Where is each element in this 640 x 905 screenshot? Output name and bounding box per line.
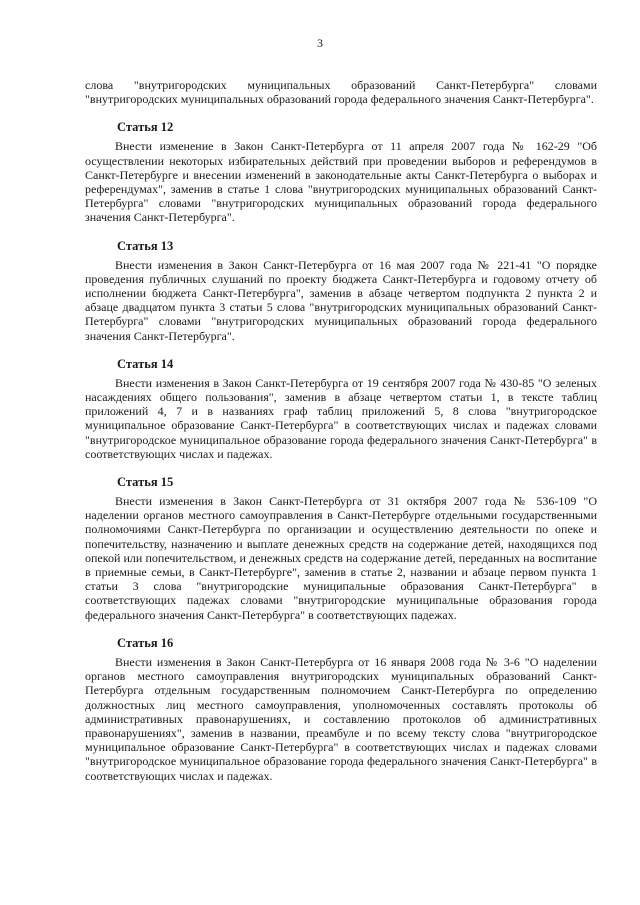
article-text: Внести изменения в Закон Санкт-Петербурга от 16 мая 2007 года № 221-41 "О порядке проведения публичных слушаний по проекту бюджета Санкт-Петербурга и годовому отчету об исполнении бюджета Санкт-Петербурга", заменив в абзаце четвертом подпункта 2 пункта 2 и абзаце двадцатом пункта 3 статьи 5 слова "внутригородских муниципальных образований Санкт-Петербурга" словами "внутригородских муниципальных образований города федерального значения Санкт-Петербурга". <box>85 257 597 343</box>
page-number: 3 <box>317 36 323 50</box>
article-title: Статья 13 <box>117 238 174 253</box>
article-text: Внести изменения в Закон Санкт-Петербурга от 31 октября 2007 года № 536-109 "О наделении органов местного самоуправления в Санкт-Петербурге отдельными государственными полномочиями Санкт-Петербурга по организации и осуществлению деятельности по опеке и попечительству, назначению и выплате денежных средств на содержание детей, находящихся под опекой или попечительством, и денежных средств на содержание детей, переданных на воспитание в приемные семьи, в Санкт-Петербурге", заменив в статье 2, названии и абзаце первом пункта 1 статьи 3 слова "внутригородские муниципальные образования Санкт-Петербурга" в соответствующих падежах словами "внутригородские муниципальные образования города федерального значения Санкт-Петербурга" в соответствующих падежах. <box>85 494 597 622</box>
intro-paragraph: слова "внутригородских муниципальных образований Санкт-Петербурга" словами "внутригородских муниципальных образований города федерального значения Санкт-Петербурга". <box>85 78 597 107</box>
article-title: Статья 16 <box>117 635 174 650</box>
article-title: Статья 15 <box>117 475 174 490</box>
article-16 <box>85 636 597 783</box>
document-body <box>85 78 597 783</box>
article-15 <box>85 475 597 622</box>
article-text: Внести изменение в Закон Санкт-Петербурга от 11 апреля 2007 года № 162-29 "Об осуществлении некоторых избирательных действий при проведении выборов и референдумов в Санкт-Петербурге и внесении изменений в законодательные акты Санкт-Петербурга о выборах и референдумах", заменив в статье 1 слова "внутригородских муниципальных образований Санкт-Петербурга" словами "внутригородских муниципальных образований города федерального значения Санкт-Петербурга". <box>85 139 597 225</box>
article-text: Внести изменения в Закон Санкт-Петербурга от 19 сентября 2007 года № 430-85 "О зеленых насаждениях общего пользования", заменив в абзаце четвертом статьи 1, в тексте таблиц приложений 4, 7 и в названиях граф таблиц приложений 5, 8 слова "внутригородское муниципальное образование Санкт-Петербурга" в соответствующих числах и падежах словами "внутригородское муниципальное образование города федерального значения Санкт-Петербурга" в соответствующих числах и падежах. <box>85 375 597 461</box>
article-12 <box>85 120 597 224</box>
article-title: Статья 14 <box>117 356 174 371</box>
article-title: Статья 12 <box>117 120 174 135</box>
article-13 <box>85 239 597 343</box>
article-14 <box>85 357 597 461</box>
article-text: Внести изменения в Закон Санкт-Петербурга от 16 января 2008 года № 3-6 "О наделении органов местного самоуправления внутригородских муниципальных образований Санкт-Петербурга отдельным государственным полномочием Санкт-Петербурга по определению должностных лиц местного самоуправления, уполномоченных составлять протоколы об административных правонарушениях, и составлению протоколов об административных правонарушениях", заменив в названии, преамбуле и по всему тексту слова "внутригородское муниципальное образование Санкт-Петербурга" в соответствующих числах и падежах словами "внутригородское муниципальное образование города федерального значения Санкт-Петербурга" в соответствующих числах и падежах. <box>85 654 597 783</box>
